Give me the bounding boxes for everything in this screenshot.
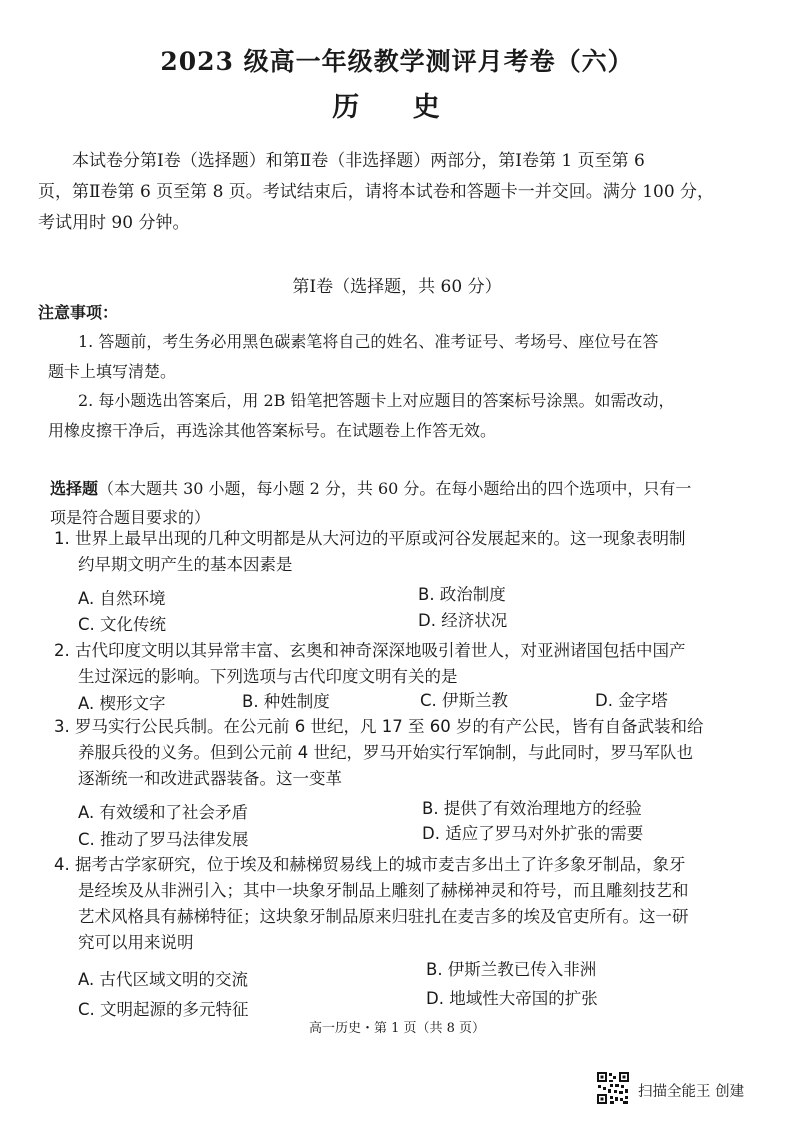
question-stem-line: 约早期文明产生的基本因素是 [78,555,293,574]
notice-item [48,327,748,387]
intro-line: 考试用时 90 分钟。 [38,213,190,233]
scanner-watermark: 扫描全能王 创建 [638,1084,745,1100]
option-d[interactable]: D. 金字塔 [595,691,668,710]
multiple-choice-header [50,474,691,532]
option-b[interactable]: B. 政治制度 [418,585,506,604]
option-c[interactable]: C. 文明起源的多元特征 [78,1000,249,1019]
option-b[interactable]: B. 伊斯兰教已传入非洲 [426,960,597,979]
notice-line: 1. 答题前，考生务必用黑色碳素笔将自己的姓名、准考证号、考场号、座位号在答 [78,332,659,351]
option-a[interactable]: A. 有效缓和了社会矛盾 [78,803,248,822]
option-b[interactable]: B. 提供了有效治理地方的经验 [422,799,642,818]
notice-heading: 注意事项： [38,303,119,322]
notice-line: 2. 每小题选出答案后，用 2B 铅笔把答题卡上对应题目的答案标号涂黑。如需改动， [78,391,675,410]
intro-line: 本试卷分第Ⅰ卷（选择题）和第Ⅱ卷（非选择题）两部分，第Ⅰ卷第 1 页至第 6 [72,151,645,171]
mc-header-label: 选择题 [50,479,99,498]
question-stem-line: 2. 古代印度文明以其异常丰富、玄奥和神奇深深地吸引着世人，对亚洲诸国包括中国产 [54,641,686,660]
question-stem-line: 4. 据考古学家研究，位于埃及和赫梯贸易线上的城市麦吉多出土了许多象牙制品，象牙 [54,855,686,874]
question-1 [54,526,686,578]
question-3 [54,714,703,792]
mc-header-text: 项是符合题目要求的） [50,508,211,527]
section-title: 第Ⅰ卷（选择题，共 60 分） [292,277,502,297]
option-b[interactable]: B. 种姓制度 [242,692,330,711]
subject-title: 历 史 [332,92,462,123]
question-4 [54,852,689,956]
question-2 [54,638,686,690]
option-c[interactable]: C. 推动了罗马法律发展 [78,830,249,849]
qr-code-icon [596,1071,630,1105]
notice-line: 用橡皮擦干净后，再选涂其他答案标号。在试题卷上作答无效。 [48,421,497,440]
intro-line: 页，第Ⅱ卷第 6 页至第 8 页。考试结束后，请将本试卷和答题卡一并交回。满分 100 分， [38,182,715,202]
question-stem-line: 究可以用来说明 [78,933,194,952]
option-d[interactable]: D. 经济状况 [418,611,508,630]
question-stem-line: 3. 罗马实行公民兵制。在公元前 6 世纪，凡 17 至 60 岁的有产公民，皆有自备武装和给 [54,717,704,736]
question-stem-line: 艺术风格具有赫梯特征；这块象牙制品原来归驻扎在麦吉多的埃及官吏所有。这一研 [78,907,689,926]
question-stem-line: 生过深远的影响。下列选项与古代印度文明有关的是 [78,667,458,686]
option-a[interactable]: A. 楔形文字 [78,694,166,713]
option-d[interactable]: D. 适应了罗马对外扩张的需要 [422,824,644,843]
notice-item [48,386,748,446]
mc-header-text: （本大题共 30 小题，每小题 2 分，共 60 分。在每小题给出的四个选项中，只有一 [98,479,692,498]
option-d[interactable]: D. 地域性大帝国的扩张 [426,989,598,1008]
question-stem-line: 是经埃及从非洲引入；其中一块象牙制品上雕刻了赫梯神灵和符号，而且雕刻技艺和 [78,881,689,900]
page-footer: 高一历史・第 1 页（共 8 页） [308,1021,486,1036]
question-stem-line: 逐渐统一和改进武器装备。这一变革 [78,769,342,788]
question-stem-line: 1. 世界上最早出现的几种文明都是从大河边的平原或河谷发展起来的。这一现象表明制 [54,529,686,548]
option-c[interactable]: C. 伊斯兰教 [420,691,509,710]
question-stem-line: 养服兵役的义务。但到公元前 4 世纪，罗马开始实行军饷制，与此同时，罗马军队也 [78,743,693,762]
option-a[interactable]: A. 自然环境 [78,589,166,608]
option-a[interactable]: A. 古代区域文明的交流 [78,970,248,989]
exam-title: 2023 级高一年级教学测评月考卷（六） [160,47,634,76]
option-c[interactable]: C. 文化传统 [78,615,167,634]
notice-line: 题卡上填写清楚。 [48,362,177,381]
intro-paragraph [38,146,758,239]
